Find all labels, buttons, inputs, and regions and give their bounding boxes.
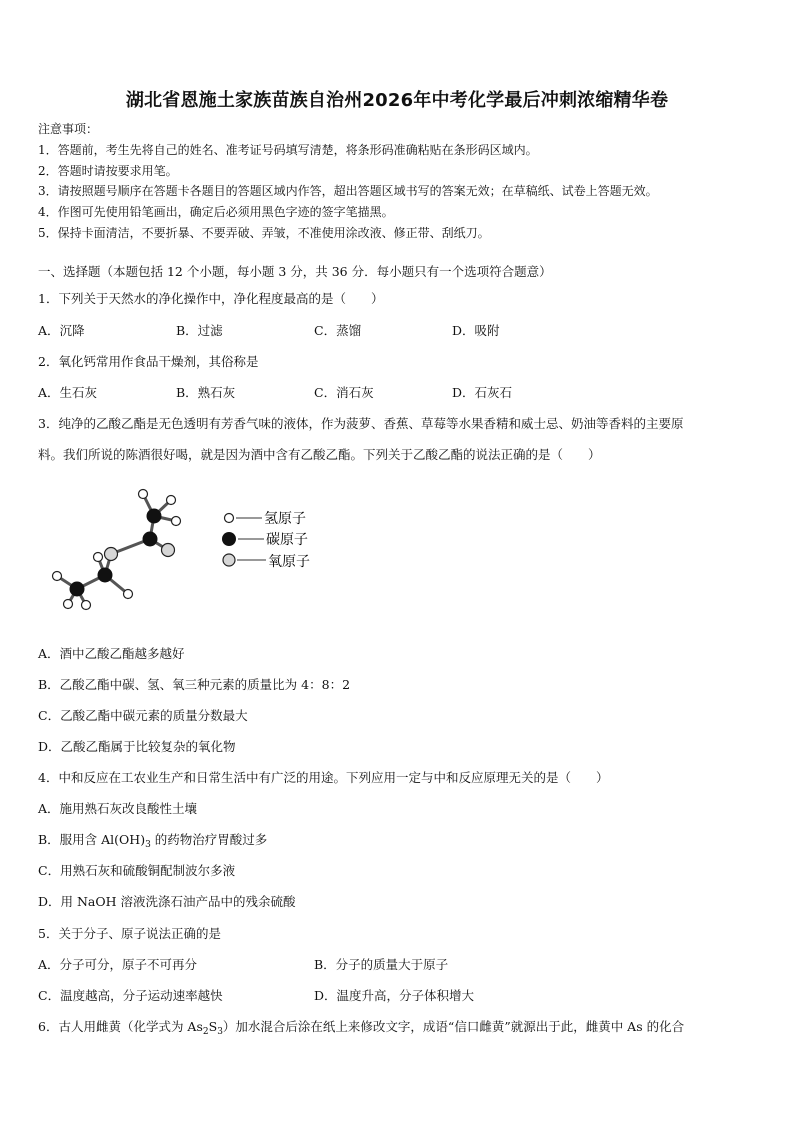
legend-hydrogen-label: 氢原子 bbox=[264, 511, 306, 527]
q6-text: ）加水混合后涂在纸上来修改文字，成语“信口雌黄”就源出于此，雌黄中 As 的化合 bbox=[222, 1019, 685, 1034]
question-4-stem: 4．中和反应在工农业生产和日常生活中有广泛的用途。下列应用一定与中和反应原理无关的是（ ） bbox=[38, 770, 609, 785]
question-3-stem-line1: 3．纯净的乙酸乙酯是无色透明有芳香气味的液体，作为菠萝、香蕉、草莓等水果香精和威士忌、奶油等香料的主要原 bbox=[38, 416, 684, 431]
notice-item: 1．答题前，考生先将自己的姓名、准考证号码填写清楚，将条形码准确粘贴在条形码区域内。 bbox=[38, 143, 538, 157]
notice-heading: 注意事项： bbox=[38, 122, 99, 136]
hydrogen-atom bbox=[53, 572, 62, 581]
carbon-atom bbox=[147, 509, 162, 524]
hydrogen-atom bbox=[139, 490, 148, 499]
q3-option-d: D．乙酸乙酯属于比较复杂的氧化物 bbox=[38, 739, 236, 754]
q3-option-a: A．酒中乙酸乙酯越多越好 bbox=[38, 646, 185, 661]
q1-option-a: A．沉降 bbox=[38, 323, 85, 338]
oxygen-atom bbox=[105, 548, 118, 561]
subscript: 2 bbox=[202, 1027, 209, 1037]
q4-option-b bbox=[38, 832, 267, 848]
q2-option-c: C．消石灰 bbox=[314, 385, 374, 400]
section-heading: 一、选择题（本题包括 12 个小题，每小题 3 分，共 36 分．每小题只有一个选项符合题意） bbox=[38, 264, 552, 279]
hydrogen-atom bbox=[82, 601, 91, 610]
q1-option-b: B．过滤 bbox=[176, 323, 223, 338]
question-3-stem-line2: 料。我们所说的陈酒很好喝，就是因为酒中含有乙酸乙酯。下列关于乙酸乙酯的说法正确的是（ ） bbox=[38, 447, 601, 462]
carbon-atom bbox=[98, 568, 113, 583]
page-title: 湖北省恩施土家族苗族自治州2026年中考化学最后冲刺浓缩精华卷 bbox=[125, 90, 669, 111]
q3-option-b: B．乙酸乙酯中碳、氢、氧三种元素的质量比为 4：8：2 bbox=[38, 677, 351, 692]
subscript: 3 bbox=[217, 1027, 223, 1037]
hydrogen-atom bbox=[64, 600, 73, 609]
legend-hydrogen-symbol bbox=[225, 514, 234, 523]
carbon-atom bbox=[143, 532, 158, 547]
q4-option-c: C．用熟石灰和硫酸铜配制波尔多液 bbox=[38, 863, 236, 878]
q4-option-a: A．施用熟石灰改良酸性土壤 bbox=[38, 801, 198, 816]
q4-option-b-text: B．服用含 Al(OH) bbox=[38, 832, 146, 847]
legend bbox=[222, 511, 310, 570]
q6-text: 6．古人用雌黄（化学式为 As bbox=[38, 1019, 203, 1034]
oxygen-atom bbox=[162, 544, 175, 557]
notice-item: 3．请按照题号顺序在答题卡各题目的答题区域内作答，超出答题区域书写的答案无效；在草稿纸、试卷上答题无效。 bbox=[38, 184, 658, 198]
q2-option-d: D．石灰石 bbox=[452, 385, 513, 400]
q3-option-c: C．乙酸乙酯中碳元素的质量分数最大 bbox=[38, 708, 248, 723]
q4-option-b-text-end: 的药物治疗胃酸过多 bbox=[150, 832, 268, 847]
subscript: 3 bbox=[145, 840, 151, 850]
oxygen-atoms bbox=[105, 544, 175, 561]
q2-option-a: A．生石灰 bbox=[38, 385, 98, 400]
question-6-stem bbox=[38, 1019, 684, 1035]
q1-option-d: D．吸附 bbox=[452, 323, 500, 338]
legend-carbon-symbol bbox=[222, 532, 236, 546]
notice-item: 4．作图可先使用铅笔画出，确定后必须用黑色字迹的签字笔描黑。 bbox=[38, 205, 394, 219]
legend-oxygen-symbol bbox=[223, 554, 235, 566]
notice-item: 5．保持卡面清洁，不要折暴、不要弄破、弄皱，不准使用涂改液、修正带、刮纸刀。 bbox=[38, 226, 490, 240]
q4-option-d: D．用 NaOH 溶液洗涤石油产品中的残余硫酸 bbox=[38, 894, 296, 909]
q5-option-b: B．分子的质量大于原子 bbox=[314, 957, 449, 972]
hydrogen-atom bbox=[94, 553, 103, 562]
question-1-stem: 1．下列关于天然水的净化操作中，净化程度最高的是（ ） bbox=[38, 291, 384, 306]
legend-oxygen-label: 氧原子 bbox=[268, 554, 310, 570]
hydrogen-atom bbox=[167, 496, 176, 505]
q5-option-d: D．温度升高，分子体积增大 bbox=[314, 988, 475, 1003]
q5-option-c: C．温度越高，分子运动速率越快 bbox=[38, 988, 223, 1003]
hydrogen-atom bbox=[124, 590, 133, 599]
hydrogen-atom bbox=[172, 517, 181, 526]
ethyl-acetate-molecule-figure bbox=[40, 484, 380, 614]
question-2-stem: 2．氧化钙常用作食品干燥剂，其俗称是 bbox=[38, 354, 259, 369]
q2-option-b: B．熟石灰 bbox=[176, 385, 236, 400]
q5-option-a: A．分子可分，原子不可再分 bbox=[38, 957, 198, 972]
legend-carbon-label: 碳原子 bbox=[266, 532, 308, 548]
notice-item: 2．答题时请按要求用笔。 bbox=[38, 164, 178, 178]
carbon-atom bbox=[70, 582, 85, 597]
q1-option-c: C．蒸馏 bbox=[314, 323, 362, 338]
q6-text: S bbox=[208, 1019, 218, 1034]
question-5-stem: 5．关于分子、原子说法正确的是 bbox=[38, 926, 221, 941]
